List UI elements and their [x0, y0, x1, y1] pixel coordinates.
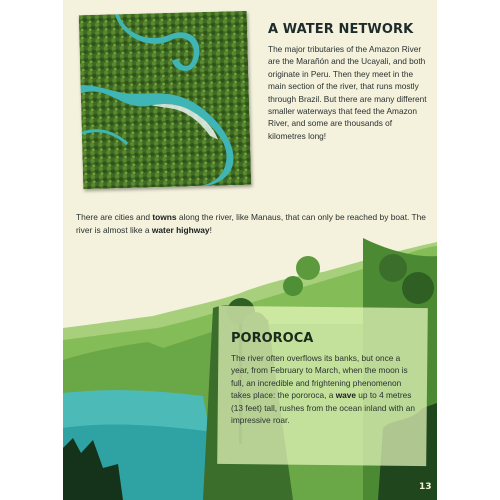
wave-bold: wave — [335, 390, 356, 401]
towns-text-3: ! — [209, 224, 212, 235]
river-aerial-photo — [79, 11, 251, 189]
water-network-heading: A WATER NETWORK — [268, 22, 414, 37]
pororoca-paragraph — [231, 352, 420, 426]
pororoca-text-1: The river often overflows its banks, but once a year, from February to March, when the moon is full, an incredible and frightening phenomenon takes place: the pororoca, a — [231, 353, 408, 401]
towns-text-1: There are cities and — [76, 212, 153, 222]
pororoca-heading: POROROCA — [231, 331, 314, 346]
water-highway-bold: water highway — [151, 224, 210, 235]
book-page — [63, 0, 437, 500]
towns-bold: towns — [152, 212, 177, 222]
water-network-paragraph: The major tributaries of the Amazon River are the Marañón and the Ucayali, and both originate in Peru. Then they meet in the main section of the river, that runs mostly through Brazil. But there are many different smaller waterways that feed the Amazon River, and some are thousands of kilometres long! — [268, 44, 427, 141]
towns-text-2: along the river, like Manaus, that can only be reached by boat. The river is almost like a — [76, 212, 426, 235]
pororoca-text-2: up to 4 metres (13 feet) tall, rushes from the ocean inland with an impressive roar. — [231, 390, 416, 426]
page-number: 13 — [419, 482, 432, 492]
